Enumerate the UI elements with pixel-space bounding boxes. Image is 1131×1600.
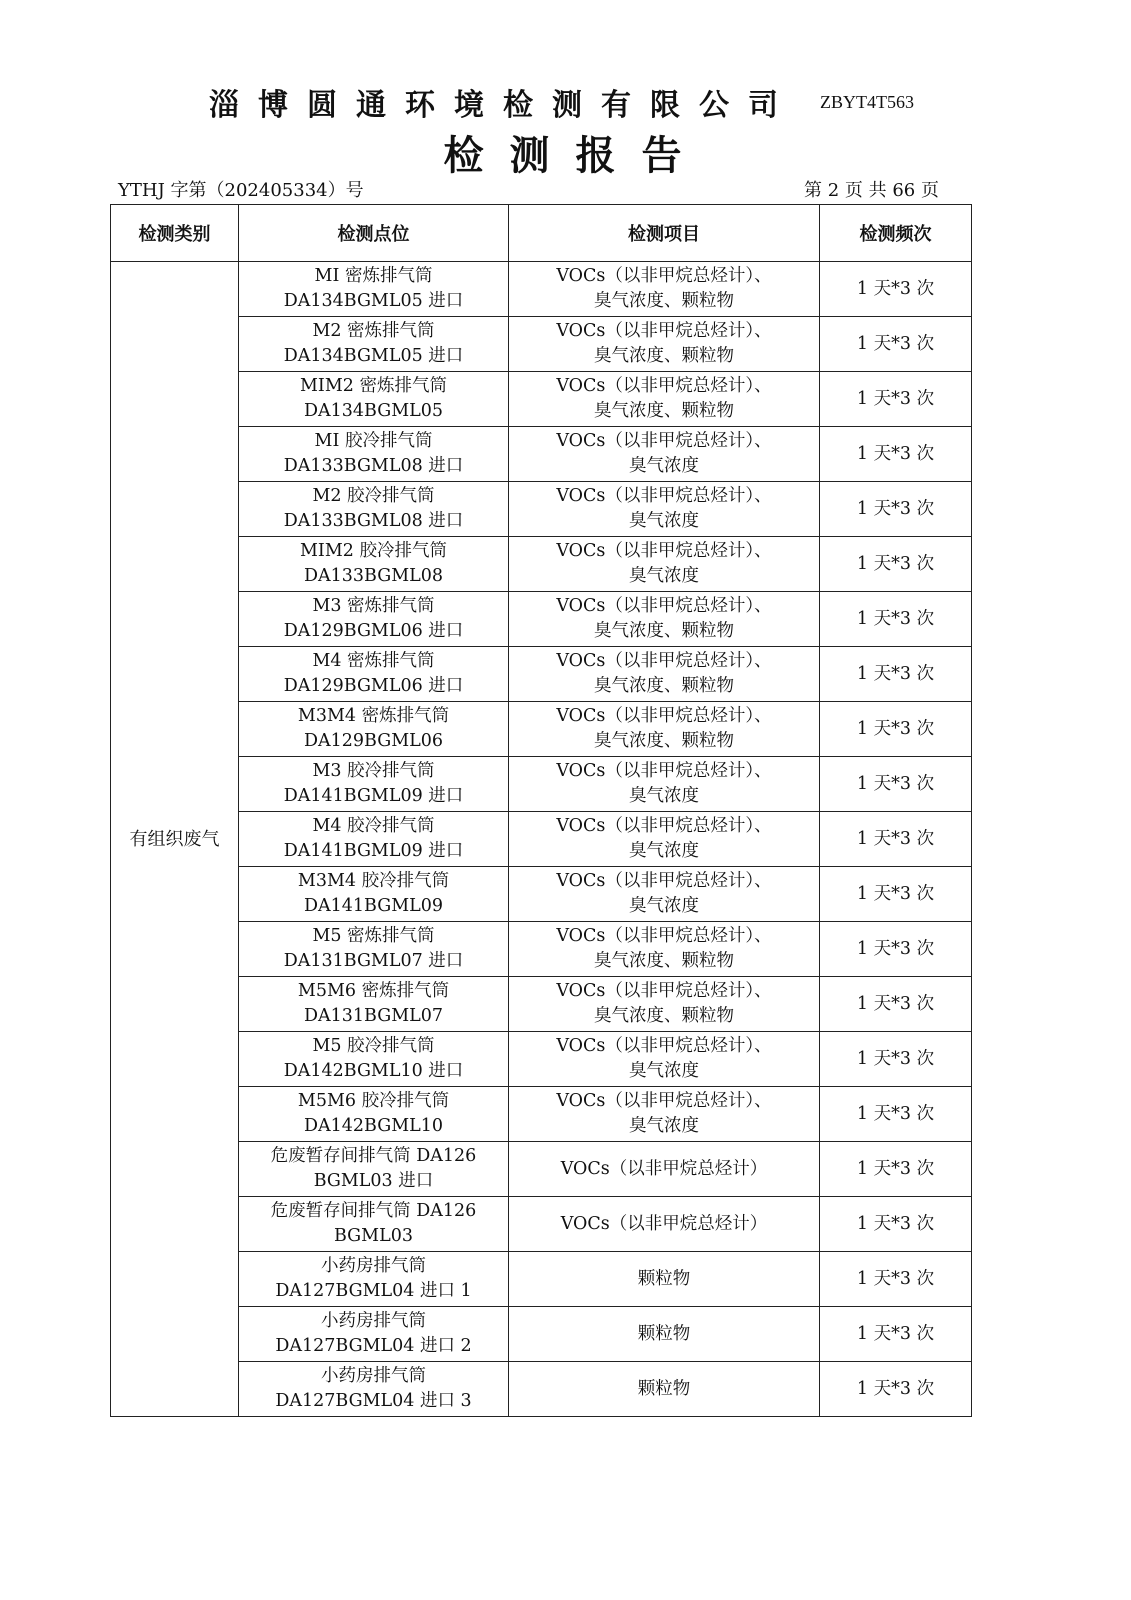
items-cell [509,372,820,427]
point-cell [239,537,509,592]
point-cell-line: DA141BGML09 进口 [283,841,464,861]
point-cell-line: DA127BGML04 进口 1 [275,1281,472,1301]
frequency-cell: 1 天*3 次 [820,1032,972,1087]
items-cell [509,427,820,482]
test-items-table [110,204,972,1417]
frequency-cell: 1 天*3 次 [820,1252,972,1307]
point-cell-line: MI 密炼排气筒 [314,266,433,286]
table-row [111,922,972,977]
point-cell-line: DA129BGML06 [303,731,444,751]
point-cell [239,812,509,867]
items-cell [509,1197,820,1252]
frequency-cell: 1 天*3 次 [820,977,972,1032]
point-cell-line: M5 密炼排气筒 [312,926,435,946]
frequency-cell: 1 天*3 次 [820,647,972,702]
items-cell-line: 臭气浓度 [629,896,699,916]
table-row [111,1087,972,1142]
items-cell-line: 臭气浓度、颗粒物 [594,401,734,421]
category-cell: 有组织废气 [111,262,239,1417]
frequency-cell: 1 天*3 次 [820,482,972,537]
point-cell-line: DA127BGML04 进口 3 [275,1391,472,1411]
point-cell [239,482,509,537]
point-cell-line: M5M6 密炼排气筒 [297,981,450,1001]
point-cell-line: DA129BGML06 进口 [283,676,464,696]
table-row [111,867,972,922]
items-cell-line: 臭气浓度 [629,841,699,861]
point-cell [239,1197,509,1252]
items-cell-line: 颗粒物 [637,1268,691,1289]
point-cell-line: M3M4 胶冷排气筒 [297,871,450,891]
frequency-cell: 1 天*3 次 [820,1087,972,1142]
point-cell-line: DA133BGML08 进口 [283,511,464,531]
table-row [111,592,972,647]
frequency-cell: 1 天*3 次 [820,867,972,922]
point-cell [239,977,509,1032]
items-cell [509,1362,820,1417]
items-cell-line: VOCs（以非甲烷总烃计）、 [556,926,772,946]
items-cell-line: 臭气浓度、颗粒物 [594,731,734,751]
table-row [111,757,972,812]
items-cell [509,812,820,867]
table-row [111,977,972,1032]
point-cell [239,702,509,757]
table-row [111,372,972,427]
point-cell-line: DA129BGML06 进口 [283,621,464,641]
point-cell-line: DA131BGML07 进口 [283,951,464,971]
items-cell-line: VOCs（以非甲烷总烃计）、 [556,541,772,561]
items-cell [509,867,820,922]
point-cell [239,1142,509,1197]
items-cell-line: 臭气浓度、颗粒物 [594,1006,734,1026]
items-cell [509,922,820,977]
frequency-cell: 1 天*3 次 [820,262,972,317]
point-cell-line: 危废暂存间排气筒 DA126 [270,1201,477,1221]
items-cell [509,317,820,372]
items-cell-line: 臭气浓度、颗粒物 [594,621,734,641]
items-cell-line: VOCs（以非甲烷总烃计）、 [556,266,772,286]
items-cell [509,262,820,317]
items-cell [509,1252,820,1307]
table-row [111,1142,972,1197]
header-items: 检测项目 [509,205,820,262]
items-cell-line: VOCs（以非甲烷总烃计） [560,1213,768,1234]
table-row [111,1252,972,1307]
items-cell-line: 颗粒物 [637,1323,691,1344]
items-cell-line: 臭气浓度、颗粒物 [594,291,734,311]
items-cell-line: VOCs（以非甲烷总烃计）、 [556,761,772,781]
items-cell-line: VOCs（以非甲烷总烃计）、 [556,981,772,1001]
items-cell-line: 臭气浓度、颗粒物 [594,346,734,366]
point-cell [239,592,509,647]
items-cell-line: 臭气浓度 [629,1061,699,1081]
point-cell-line: M3 密炼排气筒 [312,596,435,616]
table-row [111,537,972,592]
point-cell [239,1032,509,1087]
point-cell-line: DA134BGML05 进口 [283,291,464,311]
items-cell-line: VOCs（以非甲烷总烃计）、 [556,596,772,616]
items-cell-line: 臭气浓度 [629,511,699,531]
point-cell-line: 小药房排气筒 [321,1256,426,1276]
frequency-cell: 1 天*3 次 [820,1142,972,1197]
items-cell-line: VOCs（以非甲烷总烃计）、 [556,871,772,891]
point-cell [239,372,509,427]
table-row [111,1032,972,1087]
point-cell-line: M5 胶冷排气筒 [312,1036,435,1056]
point-cell-line: 小药房排气筒 [321,1366,426,1386]
frequency-cell: 1 天*3 次 [820,1307,972,1362]
frequency-cell: 1 天*3 次 [820,757,972,812]
table-row [111,1362,972,1417]
items-cell-line: 颗粒物 [637,1378,691,1399]
items-cell [509,592,820,647]
point-cell [239,867,509,922]
items-cell-line: VOCs（以非甲烷总烃计）、 [556,431,772,451]
items-cell-line: VOCs（以非甲烷总烃计）、 [556,816,772,836]
point-cell-line: MIM2 密炼排气筒 [300,376,447,396]
point-cell-line: M3M4 密炼排气筒 [297,706,450,726]
items-cell-line: VOCs（以非甲烷总烃计）、 [556,706,772,726]
point-cell-line: 危废暂存间排气筒 DA126 [270,1146,477,1166]
frequency-cell: 1 天*3 次 [820,1362,972,1417]
items-cell [509,537,820,592]
frequency-cell: 1 天*3 次 [820,372,972,427]
point-cell-line: DA141BGML09 [303,896,444,916]
table-row [111,427,972,482]
point-cell-line: DA141BGML09 进口 [283,786,464,806]
table-row [111,317,972,372]
items-cell [509,482,820,537]
items-cell-line: 臭气浓度 [629,566,699,586]
point-cell-line: DA127BGML04 进口 2 [275,1336,472,1356]
frequency-cell: 1 天*3 次 [820,537,972,592]
table-row [111,702,972,757]
point-cell-line: DA134BGML05 [303,401,444,421]
point-cell [239,317,509,372]
point-cell-line: MI 胶冷排气筒 [314,431,433,451]
items-cell-line: VOCs（以非甲烷总烃计）、 [556,486,772,506]
document-code: ZBYT4T563 [820,92,914,112]
report-number: YTHJ 字第（202405334）号 [118,180,364,201]
frequency-cell: 1 天*3 次 [820,702,972,757]
items-cell-line: VOCs（以非甲烷总烃计）、 [556,376,772,396]
frequency-cell: 1 天*3 次 [820,922,972,977]
point-cell-line: DA131BGML07 [303,1006,444,1026]
report-title: 检测报告 [443,133,708,179]
table-header-row [111,205,972,262]
frequency-cell: 1 天*3 次 [820,592,972,647]
table-row [111,1197,972,1252]
items-cell-line: VOCs（以非甲烷总烃计）、 [556,651,772,671]
point-cell [239,922,509,977]
items-cell [509,1087,820,1142]
frequency-cell: 1 天*3 次 [820,1197,972,1252]
header-frequency: 检测频次 [820,205,972,262]
point-cell [239,647,509,702]
table-row [111,482,972,537]
items-cell-line: 臭气浓度、颗粒物 [594,951,734,971]
items-cell [509,647,820,702]
point-cell [239,1307,509,1362]
point-cell [239,1362,509,1417]
items-cell [509,757,820,812]
point-cell [239,1087,509,1142]
point-cell-line: DA133BGML08 [303,566,444,586]
point-cell-line: M3 胶冷排气筒 [312,761,435,781]
table-row [111,1307,972,1362]
items-cell [509,1142,820,1197]
items-cell-line: VOCs（以非甲烷总烃计）、 [556,1091,772,1111]
point-cell-line: 小药房排气筒 [321,1311,426,1331]
point-cell-line: BGML03 进口 [313,1171,434,1191]
items-cell [509,1032,820,1087]
items-cell-line: 臭气浓度 [629,786,699,806]
point-cell-line: MIM2 胶冷排气筒 [300,541,447,561]
point-cell [239,757,509,812]
items-cell-line: VOCs（以非甲烷总烃计） [560,1158,768,1179]
point-cell [239,1252,509,1307]
items-cell-line: VOCs（以非甲烷总烃计）、 [556,1036,772,1056]
items-cell [509,702,820,757]
header-category: 检测类别 [111,205,239,262]
page-info: 第 2 页 共 66 页 [804,180,939,201]
point-cell-line: BGML03 [334,1226,413,1246]
items-cell [509,1307,820,1362]
point-cell-line: M2 胶冷排气筒 [312,486,435,506]
point-cell-line: DA133BGML08 进口 [283,456,464,476]
table-row [111,262,972,317]
point-cell-line: M4 密炼排气筒 [312,651,435,671]
point-cell [239,262,509,317]
frequency-cell: 1 天*3 次 [820,317,972,372]
items-cell-line: 臭气浓度、颗粒物 [594,676,734,696]
frequency-cell: 1 天*3 次 [820,812,972,867]
items-cell-line: VOCs（以非甲烷总烃计）、 [556,321,772,341]
items-cell-line: 臭气浓度 [629,1116,699,1136]
point-cell-line: DA134BGML05 进口 [283,346,464,366]
company-name: 淄博圆通环境检测有限公司 [209,88,797,123]
header-point: 检测点位 [239,205,509,262]
point-cell-line: M5M6 胶冷排气筒 [297,1091,450,1111]
point-cell-line: DA142BGML10 进口 [283,1061,464,1081]
table-row [111,812,972,867]
point-cell-line: M4 胶冷排气筒 [312,816,435,836]
point-cell [239,427,509,482]
items-cell-line: 臭气浓度 [629,456,699,476]
table-row [111,647,972,702]
point-cell-line: DA142BGML10 [303,1116,444,1136]
frequency-cell: 1 天*3 次 [820,427,972,482]
items-cell [509,977,820,1032]
point-cell-line: M2 密炼排气筒 [312,321,435,341]
